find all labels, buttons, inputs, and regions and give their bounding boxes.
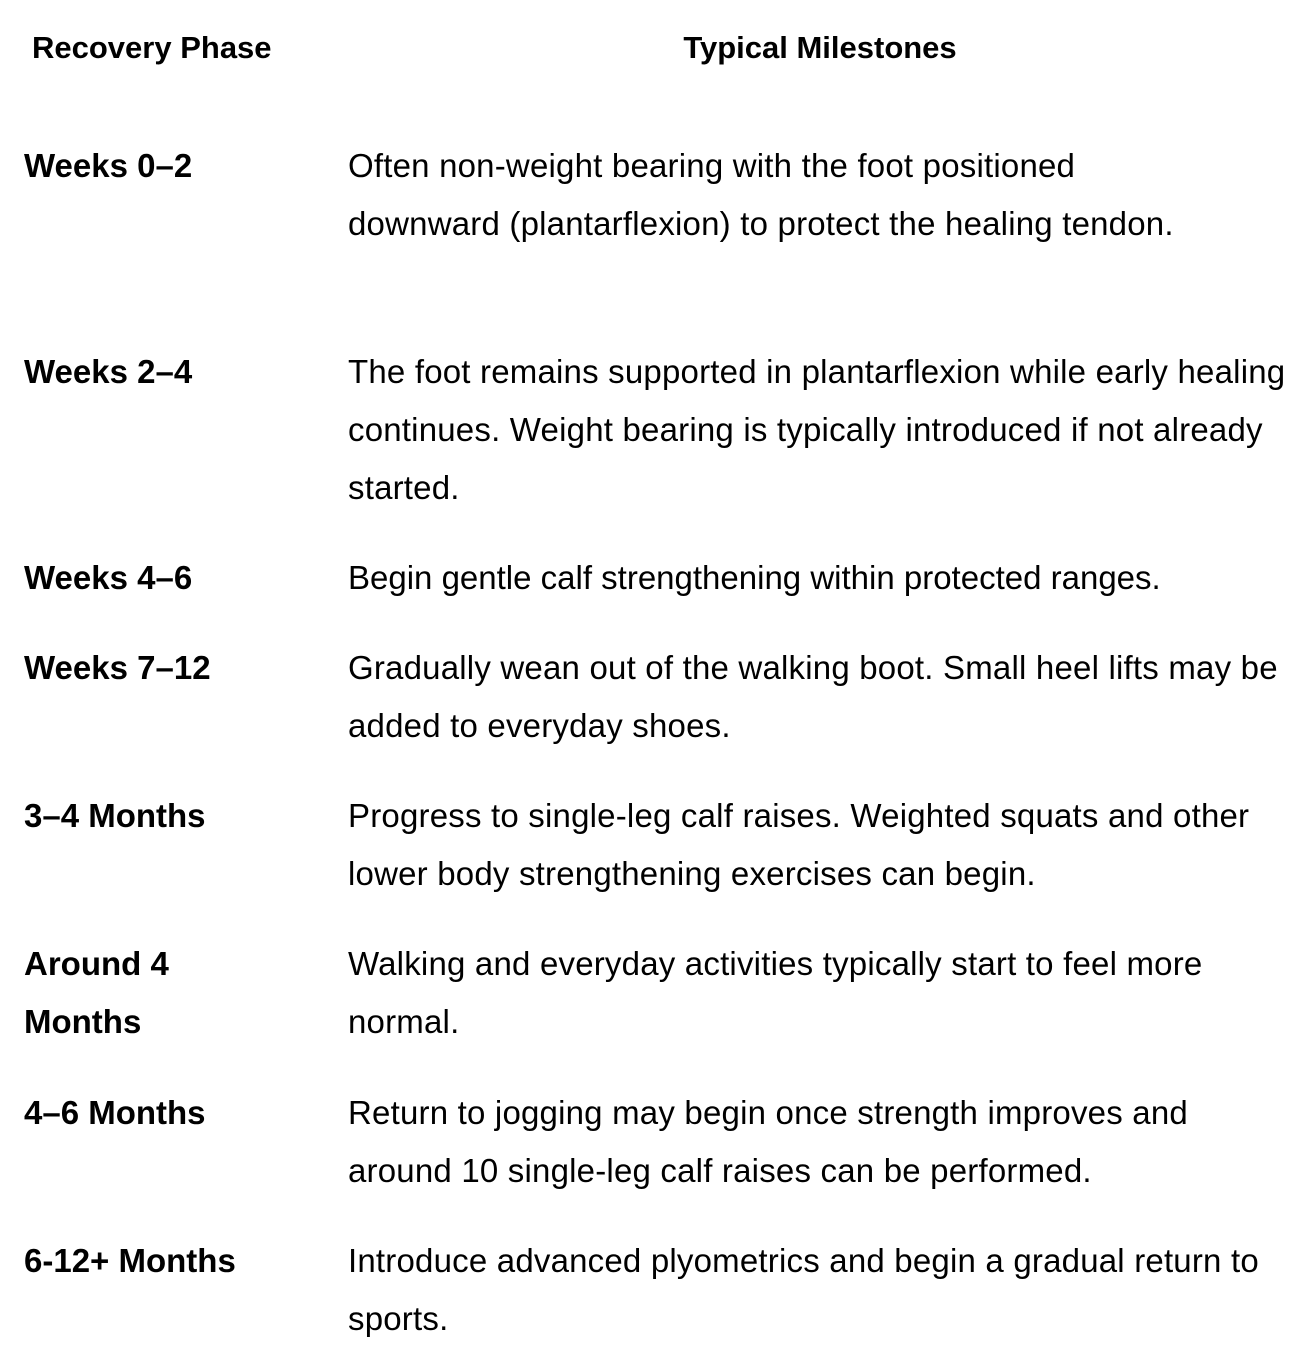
phase-cell: 6-12+ Months (24, 1242, 236, 1279)
milestone-cell: Often non-weight bearing with the foot positioned downward (plantarflexion) to protect the healing tendon. (348, 147, 1174, 242)
phase-cell: Weeks 0–2 (24, 147, 193, 184)
column-header-recovery-phase: Recovery Phase (32, 30, 272, 65)
milestone-cell: Walking and everyday activities typically start to feel more normal. (348, 945, 1203, 1040)
phase-cell: Weeks 2–4 (24, 353, 193, 390)
phase-cell: 3–4 Months (24, 797, 206, 834)
milestone-cell: Begin gentle calf strengthening within protected ranges. (348, 559, 1161, 596)
phase-cell: 4–6 Months (24, 1094, 206, 1131)
milestone-cell: Introduce advanced plyometrics and begin a gradual return to sports. (348, 1242, 1259, 1337)
milestone-cell: Gradually wean out of the walking boot. Small heel lifts may be added to everyday shoes. (348, 649, 1278, 744)
phase-cell: Weeks 4–6 (24, 559, 193, 596)
milestone-cell: Return to jogging may begin once strength improves and around 10 single-leg calf raises can be performed. (348, 1094, 1188, 1189)
phase-cell: Weeks 7–12 (24, 649, 211, 686)
milestone-cell: The foot remains supported in plantarflexion while early healing continues. Weight bearing is typically introduced if not already started. (348, 353, 1286, 506)
column-header-typical-milestones: Typical Milestones (683, 30, 957, 65)
phase-cell: Around 4 Months (24, 945, 169, 1040)
milestone-cell: Progress to single-leg calf raises. Weighted squats and other lower body strengthening exercises can begin. (348, 797, 1250, 892)
